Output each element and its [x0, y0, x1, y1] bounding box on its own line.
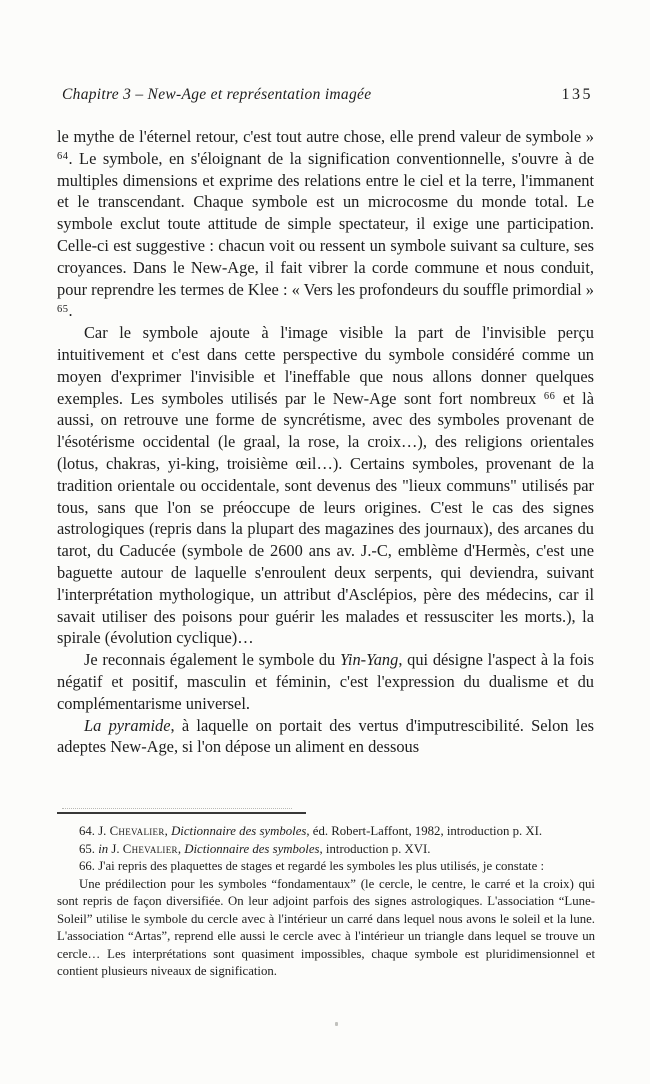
- body-paragraph: Car le symbole ajoute à l'image visible la part de l'invisible perçu intuitivement et c'est dans cette perspective du symbole considéré comme un moyen d'exprimer l'invisible et l'ineffable que nous allons donner quelques exemples. Les symboles utilisés par le New-Age sont fort nombreux $^{66}$ et là aussi, on retrouve une forme de syncrétisme, avec des symboles provenant de l'ésotérisme occidental (le graal, la rose, la croix…), des religions orientales (lotus, chakras, yi-king, troisième œil…). Certains symboles, provenant de la tradition orientale ou occidentale, sont devenus des "lieux communs" utilisés par tous, sans que l'on se préoccupe de leurs origines. C'est le cas des signes astrologiques (repris dans la plupart des magazines des journaux), des arcanes du tarot, du Caducée (symbole de 2600 ans av. J.-C, emblème d'Hermès, c'est une baguette autour de laquelle s'enroulent deux serpents, qui deviendra, suivant l'interprétation mythologique, un attribut d'Asclépios, père des médecins, car il savait utiliser des poisons pour guérir les malades et ressusciter les morts.), la spirale (évolution cyclique)…: [57, 323, 595, 648]
- footnote-separator-ghost: [62, 808, 292, 809]
- running-header: [62, 86, 593, 104]
- body-paragraph: le mythe de l'éternel retour, c'est tout autre chose, elle prend valeur de symbole » $^{64}$. Le symbole, en s'éloignant de la signification conventionnelle, s'ouvre à de multiples dimensions et exprime des relations entre le ciel et la terre, l'immanent et le transcendant. Chaque symbole est un microcosme du monde total. Le symbole exclut toute attitude de simple spectateur, il exige une participation. Celle-ci est suggestive : chacun voit ou ressent un symbole suivant sa culture, ses croyances. Dans le New-Age, il fait vibrer la corde commune et nous conduit, pour reprendre les termes de Klee : « Vers les profondeurs du souffle primordial » $^{65}$.: [57, 127, 594, 321]
- body-paragraph: La pyramide, à laquelle on portait des vertus d'imputrescibilité. Selon les adeptes New-Age, si l'on dépose un aliment en dessous: [57, 715, 594, 757]
- footnote: Une prédilection pour les symboles “fondamentaux” (le cercle, le centre, le carré et la croix) qui sont repris de façon diversifiée. On leur adjoint parfois des signes astrologiques. L'association “Lune-Soleil” utilise le symbole du cercle avec à l'intérieur un carré dans lequel nous avons le soleil et la lune. L'association “Artas”, reprend elle aussi le cercle avec à l'intérieur un triangle dans lequel se trouve un cercle… Les interprétations sont quasiment impossibles, chaque symbole est pluridimensionnel et contient plusieurs niveaux de signification.: [57, 876, 595, 978]
- scan-artifact-dot: [335, 1022, 338, 1026]
- footnotes: [57, 823, 595, 981]
- footnote: 66. J'ai repris des plaquettes de stages et regardé les symboles les plus utilisés, je constate :: [79, 859, 545, 873]
- footnote: 65. in J. Chevalier, Dictionnaire des symboles, introduction p. XVI.: [79, 841, 431, 856]
- footnote: 64. J. Chevalier, Dictionnaire des symboles, éd. Robert-Laffont, 1982, introduction p. XI.: [79, 824, 543, 838]
- page-number: 135: [561, 86, 593, 103]
- footnote-separator-rule: [57, 812, 306, 814]
- body-paragraph: Je reconnais également le symbole du Yin-Yang, qui désigne l'aspect à la fois négatif et positif, masculin et féminin, c'est l'expression du dualisme et du complémentarisme universel.: [57, 650, 594, 713]
- chapter-running-title: Chapitre 3 – New-Age et représentation imagée: [62, 86, 372, 103]
- body-text: [57, 126, 594, 758]
